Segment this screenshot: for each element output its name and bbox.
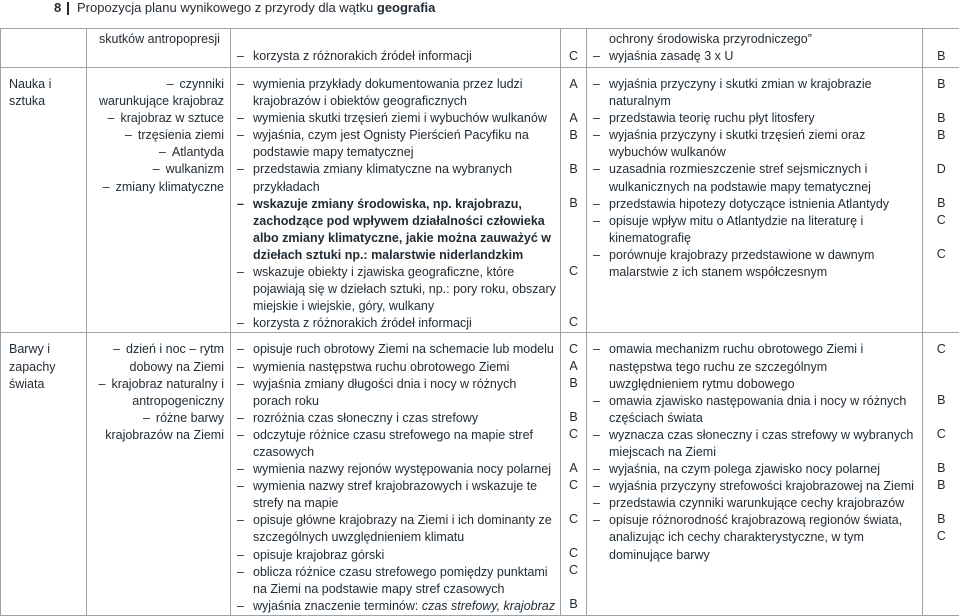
extended-requirements-cell [587, 29, 923, 68]
requirement-item: – opisuje krajobraz górski [237, 547, 556, 564]
topic-item: – różne barwy krajobrazów na Ziemi [93, 410, 224, 444]
requirement-item: – korzysta z różnorakich źródeł informacji [237, 315, 556, 332]
unit-cell [1, 68, 87, 333]
requirement-item: – wyznacza czas słoneczny i czas strefowy w wybranych miejscach na Ziemi [593, 427, 918, 461]
requirement-item: – opisuje główne krajobrazy na Ziemi i ich dominanty ze szczególnych uwzględnieniem klimatu [237, 512, 556, 546]
topic-item: – czynniki warunkujące krajobraz [93, 76, 224, 110]
requirement-item: – oblicza różnice czasu strefowego pomiędzy punktami na Ziemi na podstawie mapy stref czasowych [237, 564, 556, 598]
requirement-item: – przedstawia zmiany klimatyczne na wybranych przykładach [237, 161, 556, 195]
requirement-item: – wyjaśnia, na czym polega zjawisko nocy polarnej [593, 461, 918, 478]
requirement-continuation: ochrony środowiska przyrodniczego” [593, 31, 918, 48]
requirement-item: – wskazuje zmiany środowiska, np. krajobrazu, zachodzące pod wpływem działalności człowieka albo zmiany klimatyczne, jakie można zauważyć w dziełach sztuki np.: malarstwie niderlandzkim [237, 196, 556, 264]
requirement-item: – wyjaśnia zmiany długości dnia i nocy w różnych porach roku [237, 376, 556, 410]
title-text: Propozycja planu wynikowego z przyrody dla wątku [77, 0, 377, 15]
page-header [40, 0, 959, 16]
topic-item: – zmiany klimatyczne [93, 179, 224, 196]
topic-item: – krajobraz naturalny i antropogeniczny [93, 376, 224, 410]
grade-cell: C [561, 29, 587, 68]
requirement-item: – wymienia nazwy stref krajobrazowych i wskazuje te strefy na mapie [237, 478, 556, 512]
grade-cell: C A B B C A C C C C B [561, 333, 587, 616]
topic-item: – Atlantyda [93, 144, 224, 161]
requirement-item: – porównuje krajobrazy przedstawione w dawnym malarstwie z ich stanem współczesnym [593, 247, 918, 281]
requirement-item: – odczytuje różnice czasu strefowego na mapie stref czasowych [237, 427, 556, 461]
requirement-item: – wymienia nazwy rejonów występowania nocy polarnej [237, 461, 556, 478]
requirement-item: – omawia mechanizm ruchu obrotowego Ziemi i następstwa tego ruchu ze szczególnym uwzględnieniem rytmu dobowego [593, 341, 918, 392]
plan-table [0, 28, 959, 616]
requirement-item: – wymienia następstwa ruchu obrotowego Ziemi [237, 359, 556, 376]
requirement-item: – przedstawia teorię ruchu płyt litosfery [593, 110, 918, 127]
requirement-item: – wyjaśnia zasadę 3 x U [593, 48, 918, 65]
requirement-item: – uzasadnia rozmieszczenie stref sejsmicznych i wulkanicznych na podstawie mapy tematycznej [593, 161, 918, 195]
topics-cell [87, 333, 231, 616]
basic-requirements-cell [231, 29, 561, 68]
requirement-item: – rozróżnia czas słoneczny i czas strefowy [237, 410, 556, 427]
table-row-barwy [1, 333, 959, 616]
requirement-item: – omawia zjawisko następowania dnia i nocy w różnych częściach świata [593, 393, 918, 427]
extended-requirements-cell [587, 68, 923, 333]
requirement-item: – wskazuje obiekty i zjawiska geograficzne, które pojawiają się w dziełach sztuki, np.: pory roku, obszary miejskie i wiejskie, góry, wulkany [237, 264, 556, 315]
topic-item: skutków antropopresji [99, 31, 227, 48]
requirement-item: – wyjaśnia przyczyny i skutki trzęsień ziemi oraz wybuchów wulkanów [593, 127, 918, 161]
table-row-top [1, 29, 959, 68]
page-number: 8 [54, 0, 61, 15]
grade-cell: C B C B B B C [923, 333, 959, 616]
unit-name: Barwy i zapachy świata [9, 341, 71, 392]
unit-cell [1, 29, 87, 68]
page-title [77, 0, 435, 15]
requirement-item: – opisuje różnorodność krajobrazową regionów świata, analizując ich cechy charakterystyczne, w tym dominujące barwy [593, 512, 918, 563]
header-divider [67, 2, 69, 15]
topic-item: – dzień i noc – rytm dobowy na Ziemi [93, 341, 224, 375]
topic-item: – krajobraz w sztuce [93, 110, 224, 127]
unit-cell [1, 333, 87, 616]
extended-requirements-cell [587, 333, 923, 616]
requirement-item: – wymienia przykłady dokumentowania przez ludzi krajobrazów i obiektów geograficznych [237, 76, 556, 110]
requirement-item: – opisuje wpływ mitu o Atlantydzie na literaturę i kinematografię [593, 213, 918, 247]
topics-cell [87, 29, 231, 68]
requirement-item: – opisuje ruch obrotowy Ziemi na schemacie lub modelu [237, 341, 556, 358]
table-row-nauka [1, 68, 959, 333]
requirement-item: – wyjaśnia znaczenie terminów: czas strefowy, krajobraz [237, 598, 556, 615]
requirement-item: – wyjaśnia, czym jest Ognisty Pierścień Pacyfiku na podstawie mapy tematycznej [237, 127, 556, 161]
requirement-item: – korzysta z różnorakich źródeł informacji [237, 48, 556, 65]
topic-item: – wulkanizm [93, 161, 224, 178]
requirement-item: – przedstawia hipotezy dotyczące istnienia Atlantydy [593, 196, 918, 213]
topics-cell [87, 68, 231, 333]
topic-item: – trzęsienia ziemi [93, 127, 224, 144]
requirement-item: – wyjaśnia przyczyny strefowości krajobrazowej na Ziemi [593, 478, 918, 495]
basic-requirements-cell [231, 333, 561, 616]
unit-name: Nauka i sztuka [9, 76, 69, 110]
title-bold: geografia [377, 0, 436, 15]
requirement-item: – wyjaśnia przyczyny i skutki zmian w krajobrazie naturalnym [593, 76, 918, 110]
grade-cell: B [923, 29, 959, 68]
grade-cell: B B B D B C C [923, 68, 959, 333]
basic-requirements-cell [231, 68, 561, 333]
requirement-item: – wymienia skutki trzęsień ziemi i wybuchów wulkanów [237, 110, 556, 127]
grade-cell: A A B B B C C [561, 68, 587, 333]
requirement-item: – przedstawia czynniki warunkujące cechy krajobrazów [593, 495, 918, 512]
